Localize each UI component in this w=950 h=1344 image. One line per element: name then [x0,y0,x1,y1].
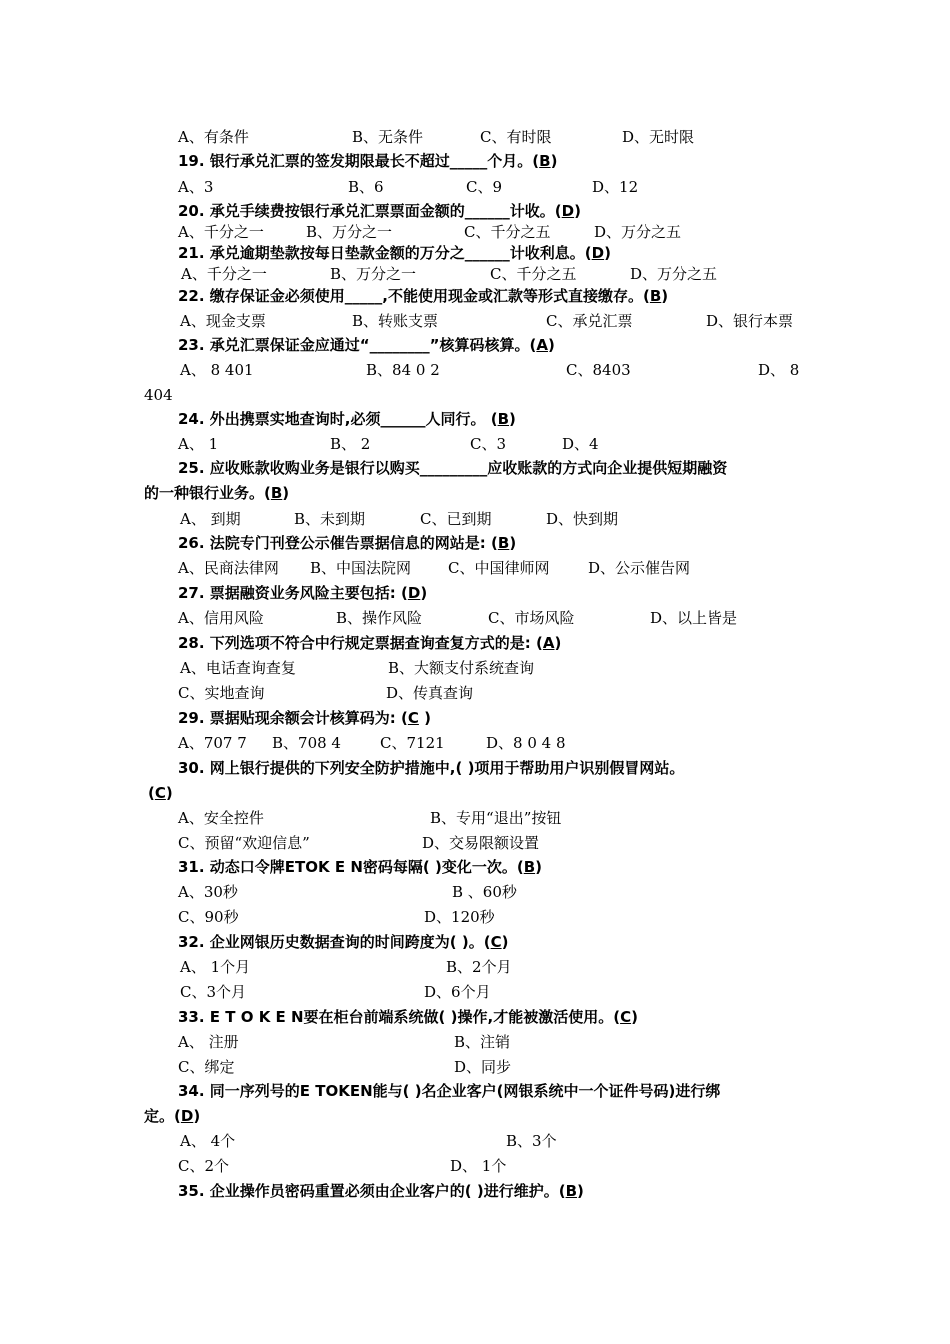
q29-option-a: A、707 7 [178,734,247,752]
q27-option-b: B、操作风险 [336,609,423,627]
q26-stem: 26. 法院专门刊登公示催告票据信息的网站是: (B) [178,534,517,552]
q21-option-b: B、万分之一 [330,265,417,283]
q33-stem: 33. E T O K E N要在柜台前端系统做( )操作,才能被激活使用。(C) [178,1008,638,1026]
q29-option-c: C、7121 [380,734,445,752]
q23-option-b: B、84 0 2 [366,361,440,379]
q33-option-c: C、绑定 [178,1058,235,1076]
q25-option-a: A、 到期 [180,510,241,528]
q20-stem: 20. 承兑手续费按银行承兑汇票票面金额的______计收。(D) [178,202,581,220]
q32-option-b: B、2个月 [446,958,512,976]
q34-stem: 34. 同一序列号的E TOKEN能与( )名企业客户(网银系统中一个证件号码)进行绑 [178,1082,721,1100]
q20-option-c: C、千分之五 [464,223,551,241]
q30-option-b: B、专用“退出”按钮 [430,809,562,827]
q25-stem-continued: 的一种银行业务。(B) [144,484,290,502]
q27-option-d: D、以上皆是 [650,609,738,627]
q31-option-b: B 、60秒 [452,883,517,901]
q30-option-d: D、交易限额设置 [422,834,540,852]
q26-option-c: C、中国律师网 [448,559,550,577]
q24-option-b: B、 2 [330,435,371,453]
q22-option-b: B、转账支票 [352,312,439,330]
q27-option-a: A、信用风险 [178,609,264,627]
q18-option-d: D、无时限 [622,128,695,146]
q23-stem: 23. 承兑汇票保证金应通过“________”核算码核算。(A) [178,336,555,354]
q29-stem: 29. 票据贴现余额会计核算码为: (C ) [178,709,431,727]
q34-option-b: B、3个 [506,1132,557,1150]
q29-option-d: D、8 0 4 8 [486,734,566,752]
q21-option-c: C、千分之五 [490,265,577,283]
q25-option-d: D、快到期 [546,510,619,528]
q31-option-c: C、90秒 [178,908,239,926]
q32-stem: 32. 企业网银历史数据查询的时间跨度为( )。(C) [178,933,509,951]
q34-option-c: C、2个 [178,1157,230,1175]
q20-option-a: A、千分之一 [178,223,264,241]
q25-stem: 25. 应收账款收购业务是银行以购买_________应收账款的方式向企业提供短期融资 [178,459,728,477]
q22-option-d: D、银行本票 [706,312,794,330]
q34-stem-continued: 定。(D) [144,1107,201,1125]
q19-option-a: A、3 [178,178,214,196]
q30-answer: (C) [148,784,173,802]
q30-option-a: A、安全控件 [178,809,264,827]
q29-option-b: B、708 4 [272,734,341,752]
q20-option-b: B、万分之一 [306,223,393,241]
q19-option-d: D、12 [592,178,639,196]
q28-option-b: B、大额支付系统查询 [388,659,535,677]
q19-option-b: B、6 [348,178,384,196]
q27-stem: 27. 票据融资业务风险主要包括: (D) [178,584,428,602]
q31-option-d: D、120秒 [424,908,495,926]
q18-option-c: C、有时限 [480,128,552,146]
q28-option-c: C、实地查询 [178,684,265,702]
q28-option-d: D、传真查询 [386,684,474,702]
q18-option-b: B、无条件 [352,128,424,146]
q24-option-d: D、4 [562,435,599,453]
q28-option-a: A、电话查询查复 [180,659,296,677]
q35-stem: 35. 企业操作员密码重置必须由企业客户的( )进行维护。(B) [178,1182,584,1200]
q23-option-a: A、 8 401 [180,361,254,379]
q18-option-a: A、有条件 [178,128,249,146]
q31-option-a: A、30秒 [178,883,238,901]
q26-option-a: A、民商法律网 [178,559,279,577]
q27-option-c: C、市场风险 [488,609,575,627]
q22-option-a: A、现金支票 [180,312,266,330]
q34-option-a: A、 4个 [180,1132,236,1150]
q24-option-a: A、 1 [178,435,219,453]
q30-option-c: C、预留“欢迎信息” [178,834,310,852]
q25-option-c: C、已到期 [420,510,492,528]
q22-option-c: C、承兑汇票 [546,312,633,330]
q28-stem: 28. 下列选项不符合中行规定票据查询查复方式的是: (A) [178,634,562,652]
q26-option-d: D、公示催告网 [588,559,691,577]
q20-option-d: D、万分之五 [594,223,682,241]
q33-option-a: A、 注册 [178,1033,239,1051]
q21-option-a: A、千分之一 [181,265,267,283]
q34-option-d: D、 1个 [450,1157,507,1175]
q31-stem: 31. 动态口令牌ETOK E N密码每隔( )变化一次。(B) [178,858,542,876]
q23-option-d-continued: 404 [144,386,173,404]
q32-option-a: A、 1个月 [180,958,251,976]
q33-option-b: B、注销 [454,1033,511,1051]
q32-option-c: C、3个月 [180,983,247,1001]
q21-option-d: D、万分之五 [630,265,718,283]
q24-option-c: C、3 [470,435,507,453]
q23-option-d: D、 8 [758,361,800,379]
q19-stem: 19. 银行承兑汇票的签发期限最长不超过_____个月。(B) [178,152,558,170]
q30-stem: 30. 网上银行提供的下列安全防护措施中,( )项用于帮助用户识别假冒网站。 [178,759,685,777]
q25-option-b: B、未到期 [294,510,366,528]
q19-option-c: C、9 [466,178,503,196]
q33-option-d: D、同步 [454,1058,512,1076]
q21-stem: 21. 承兑逾期垫款按每日垫款金额的万分之______计收利息。(D) [178,244,611,262]
q23-option-c: C、8403 [566,361,631,379]
q26-option-b: B、中国法院网 [310,559,412,577]
q22-stem: 22. 缴存保证金必须使用_____,不能使用现金或汇款等形式直接缴存。(B) [178,287,669,305]
q24-stem: 24. 外出携票实地查询时,必须______人同行。 (B) [178,410,516,428]
q32-option-d: D、6个月 [424,983,491,1001]
